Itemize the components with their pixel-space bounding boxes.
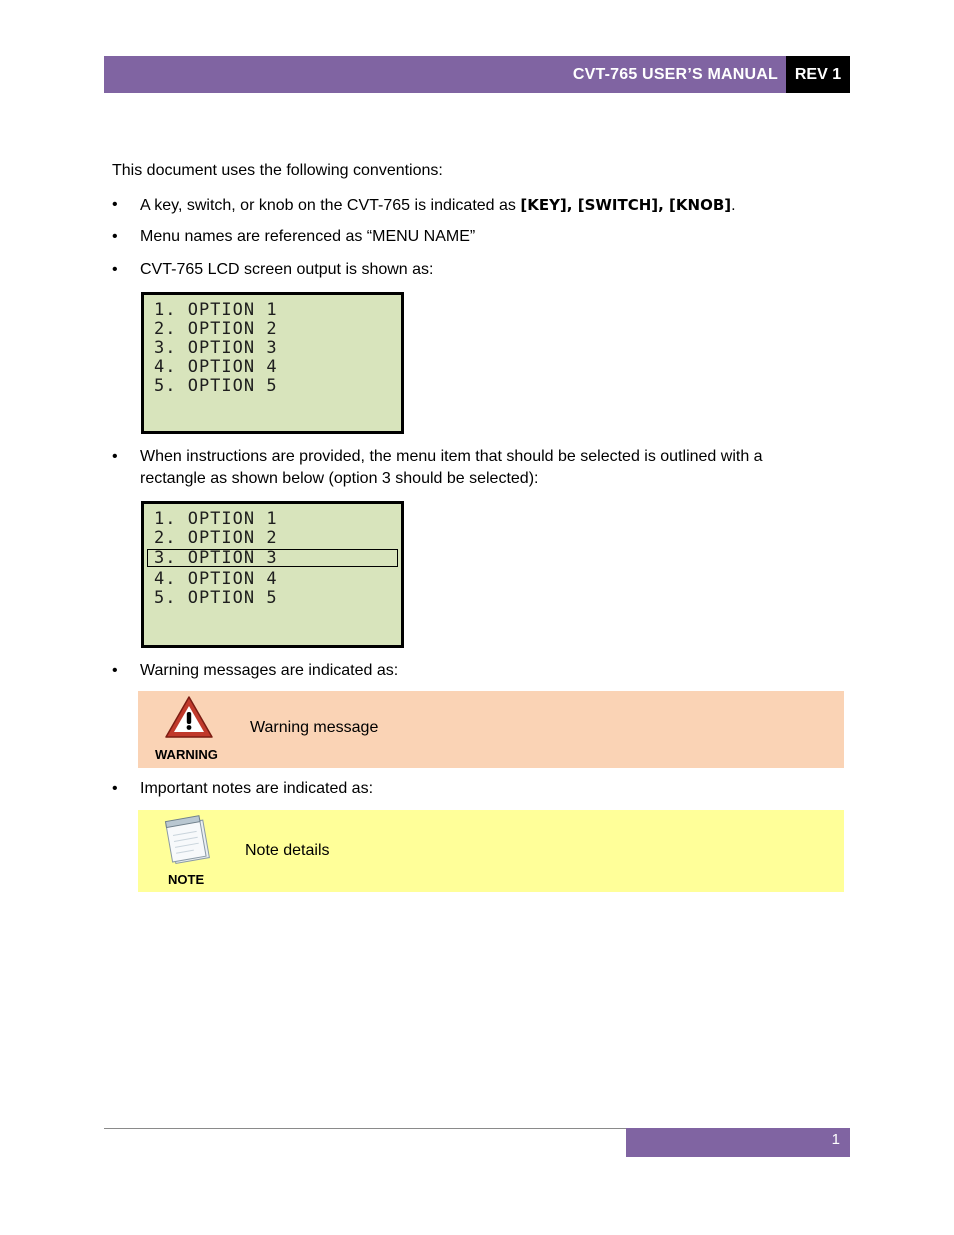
intro-text: This document uses the following conventions: — [112, 162, 443, 179]
lcd-line: 2. OPTION 2 — [154, 528, 278, 548]
lcd-line: 4. OPTION 4 — [154, 357, 278, 377]
warning-message: Warning message — [250, 719, 379, 736]
bullet-dot: • — [112, 228, 118, 245]
bullet-note-text: Important notes are indicated as: — [140, 780, 374, 797]
note-callout — [138, 810, 844, 892]
bullet-key-text: A key, switch, or knob on the CVT-765 is indicated as — [140, 197, 521, 214]
lcd-line: 4. OPTION 4 — [154, 569, 278, 589]
footer-divider — [104, 1128, 626, 1129]
note-label: NOTE — [168, 872, 205, 887]
header-title: CVT-765 USER’S MANUAL — [572, 66, 778, 83]
lcd-line: 2. OPTION 2 — [154, 319, 278, 339]
bullet-lcd-text: CVT-765 LCD screen output is shown as: — [140, 261, 434, 278]
bullet-menu-text: Menu names are referenced as “MENU NAME” — [140, 228, 476, 245]
bullet-key-suffix: . — [731, 197, 736, 214]
bullet-dot: • — [112, 662, 118, 679]
warning-triangle-icon — [164, 695, 214, 739]
page-header — [104, 56, 850, 93]
warning-label: WARNING — [155, 747, 218, 762]
note-message: Note details — [245, 842, 330, 859]
lcd-line: 3. OPTION 3 — [154, 338, 278, 358]
lcd-screen-selected-example — [141, 501, 404, 648]
lcd-line: 1. OPTION 1 — [154, 509, 278, 529]
lcd-line: 5. OPTION 5 — [154, 376, 278, 396]
bullet-instructions-text: When instructions are provided, the menu item that should be selected is outlined with a rectangle as shown below (option 3 should be selected): — [140, 448, 763, 487]
bullet-warning-text: Warning messages are indicated as: — [140, 662, 399, 679]
lcd-screen-example — [141, 292, 404, 434]
key-example: [KEY], [SWITCH], [KNOB] — [520, 196, 732, 214]
notepad-icon — [162, 815, 214, 865]
bullet-dot: • — [112, 780, 118, 797]
lcd-line: 1. OPTION 1 — [154, 300, 278, 320]
lcd-line: 5. OPTION 5 — [154, 588, 278, 608]
lcd-line-selected: 3. OPTION 3 — [154, 548, 278, 568]
bullet-dot: • — [112, 196, 118, 213]
bullet-dot: • — [112, 261, 118, 278]
footer-bar — [626, 1128, 850, 1157]
page-number: 1 — [831, 1131, 840, 1148]
bullet-dot: • — [112, 448, 118, 465]
warning-callout — [138, 691, 844, 768]
header-rev: REV 1 — [786, 56, 850, 93]
